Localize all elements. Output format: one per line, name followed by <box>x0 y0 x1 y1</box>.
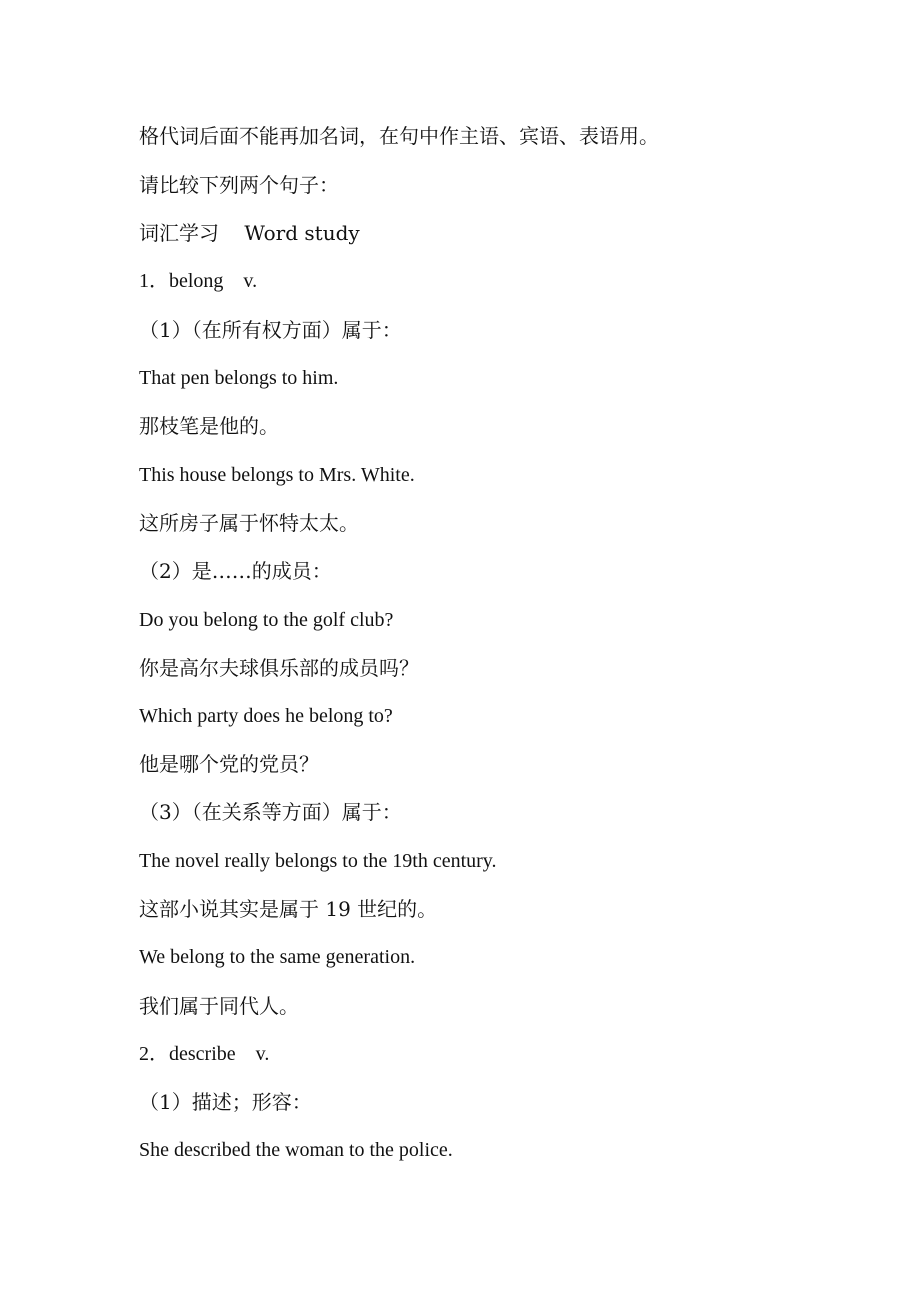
example-english: Which party does he belong to? <box>139 705 393 727</box>
example-chinese: 你是高尔夫球俱乐部的成员吗？ <box>139 656 419 680</box>
text-line-pronoun-note: 格代词后面不能再加名词，在句中作主语、宾语、表语用。 <box>139 124 659 148</box>
example-english: She described the woman to the police. <box>139 1139 453 1161</box>
example-english: Do you belong to the golf club? <box>139 609 394 631</box>
example-english: The novel really belongs to the 19th century. <box>139 850 497 872</box>
sense-heading-1: （1）（在所有权方面）属于： <box>139 318 402 342</box>
example-chinese: 那枝笔是他的。 <box>139 414 279 438</box>
sense-heading-1: （1）描述；形容： <box>139 1090 312 1114</box>
sense-heading-2: （2）是……的成员： <box>139 559 332 583</box>
sense-heading-3: （3）（在关系等方面）属于： <box>139 800 402 824</box>
vocab-entry-belong: 1．belong v. <box>139 270 258 292</box>
section-heading-word-study: 词汇学习 Word study <box>139 221 360 245</box>
example-chinese: 这所房子属于怀特太太。 <box>139 511 359 535</box>
example-english: This house belongs to Mrs. White. <box>139 464 415 486</box>
example-english: We belong to the same generation. <box>139 946 416 968</box>
example-english: That pen belongs to him. <box>139 367 339 389</box>
example-chinese: 我们属于同代人。 <box>139 994 299 1018</box>
example-chinese: 这部小说其实是属于 19 世纪的。 <box>139 897 438 921</box>
example-chinese: 他是哪个党的党员？ <box>139 752 319 776</box>
vocab-entry-describe: 2．describe v. <box>139 1043 270 1065</box>
text-line-compare-sentences: 请比较下列两个句子： <box>139 173 339 197</box>
